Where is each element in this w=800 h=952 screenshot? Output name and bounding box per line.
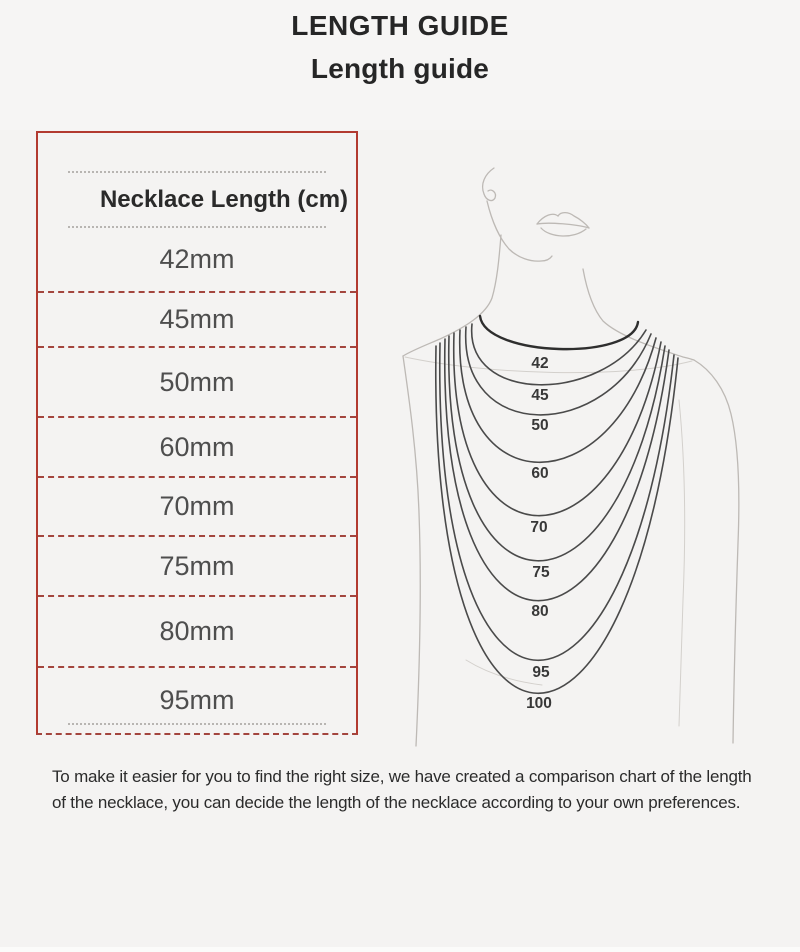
dotted-divider-footer xyxy=(68,723,326,725)
necklace-length-label-60: 60 xyxy=(531,465,549,482)
page-title: LENGTH GUIDE xyxy=(291,10,509,41)
left-arm xyxy=(403,356,420,746)
necklace-curve-75 xyxy=(449,336,665,561)
necklace-curve-70 xyxy=(454,333,661,516)
row-value: 50mm xyxy=(159,366,235,397)
ear-outline xyxy=(483,168,496,201)
table-header: Necklace Length (cm) xyxy=(99,186,349,213)
table-row-45 xyxy=(38,293,356,348)
footer-description: To make it easier for you to find the right size, we have created a comparison chart of the length of the necklace, you can decide the length of the necklace according to your own preferences. xyxy=(52,767,752,812)
lips-lower xyxy=(541,228,586,236)
necklace-curve-95 xyxy=(440,343,674,660)
necklace-length-label-75: 75 xyxy=(532,564,550,581)
necklace-length-label-42: 42 xyxy=(531,355,549,372)
right-inner-body-line xyxy=(679,400,685,726)
necklace-length-label-50: 50 xyxy=(531,417,549,434)
row-value: 42mm xyxy=(159,244,235,274)
necklace-length-label-70: 70 xyxy=(530,519,548,536)
table-row-42 xyxy=(38,228,356,291)
table-row-50 xyxy=(38,348,356,418)
necklace-length-label-95: 95 xyxy=(532,664,550,681)
table-row-95 xyxy=(38,668,356,733)
row-value: 60mm xyxy=(159,431,235,462)
row-value: 45mm xyxy=(159,304,235,334)
right-shoulder-arm xyxy=(694,360,739,743)
row-value: 75mm xyxy=(159,550,235,581)
necklace-curve-80 xyxy=(445,339,669,601)
table-row-70 xyxy=(38,478,356,537)
row-value: 70mm xyxy=(159,491,235,521)
page-subtitle: Length guide xyxy=(310,53,490,84)
jaw-chin-outline xyxy=(487,201,552,261)
bottom-edge-strip xyxy=(0,947,800,952)
table-row-80 xyxy=(38,597,356,668)
table-row-75 xyxy=(38,537,356,597)
necklace-length-label-45: 45 xyxy=(531,387,549,404)
necklace-length-table xyxy=(36,131,358,735)
necklace-length-label-80: 80 xyxy=(531,603,549,620)
necklace-curve-42 xyxy=(480,316,638,349)
row-value: 80mm xyxy=(159,616,235,646)
torso-crease-line xyxy=(466,660,542,685)
neck-left xyxy=(403,235,501,356)
table-row-60 xyxy=(38,418,356,478)
table-header-section xyxy=(38,133,356,293)
lips-mouthline xyxy=(537,223,589,228)
row-value: 95mm xyxy=(159,685,235,715)
necklace-length-label-100: 100 xyxy=(526,695,552,712)
necklace-diagram xyxy=(388,148,788,760)
